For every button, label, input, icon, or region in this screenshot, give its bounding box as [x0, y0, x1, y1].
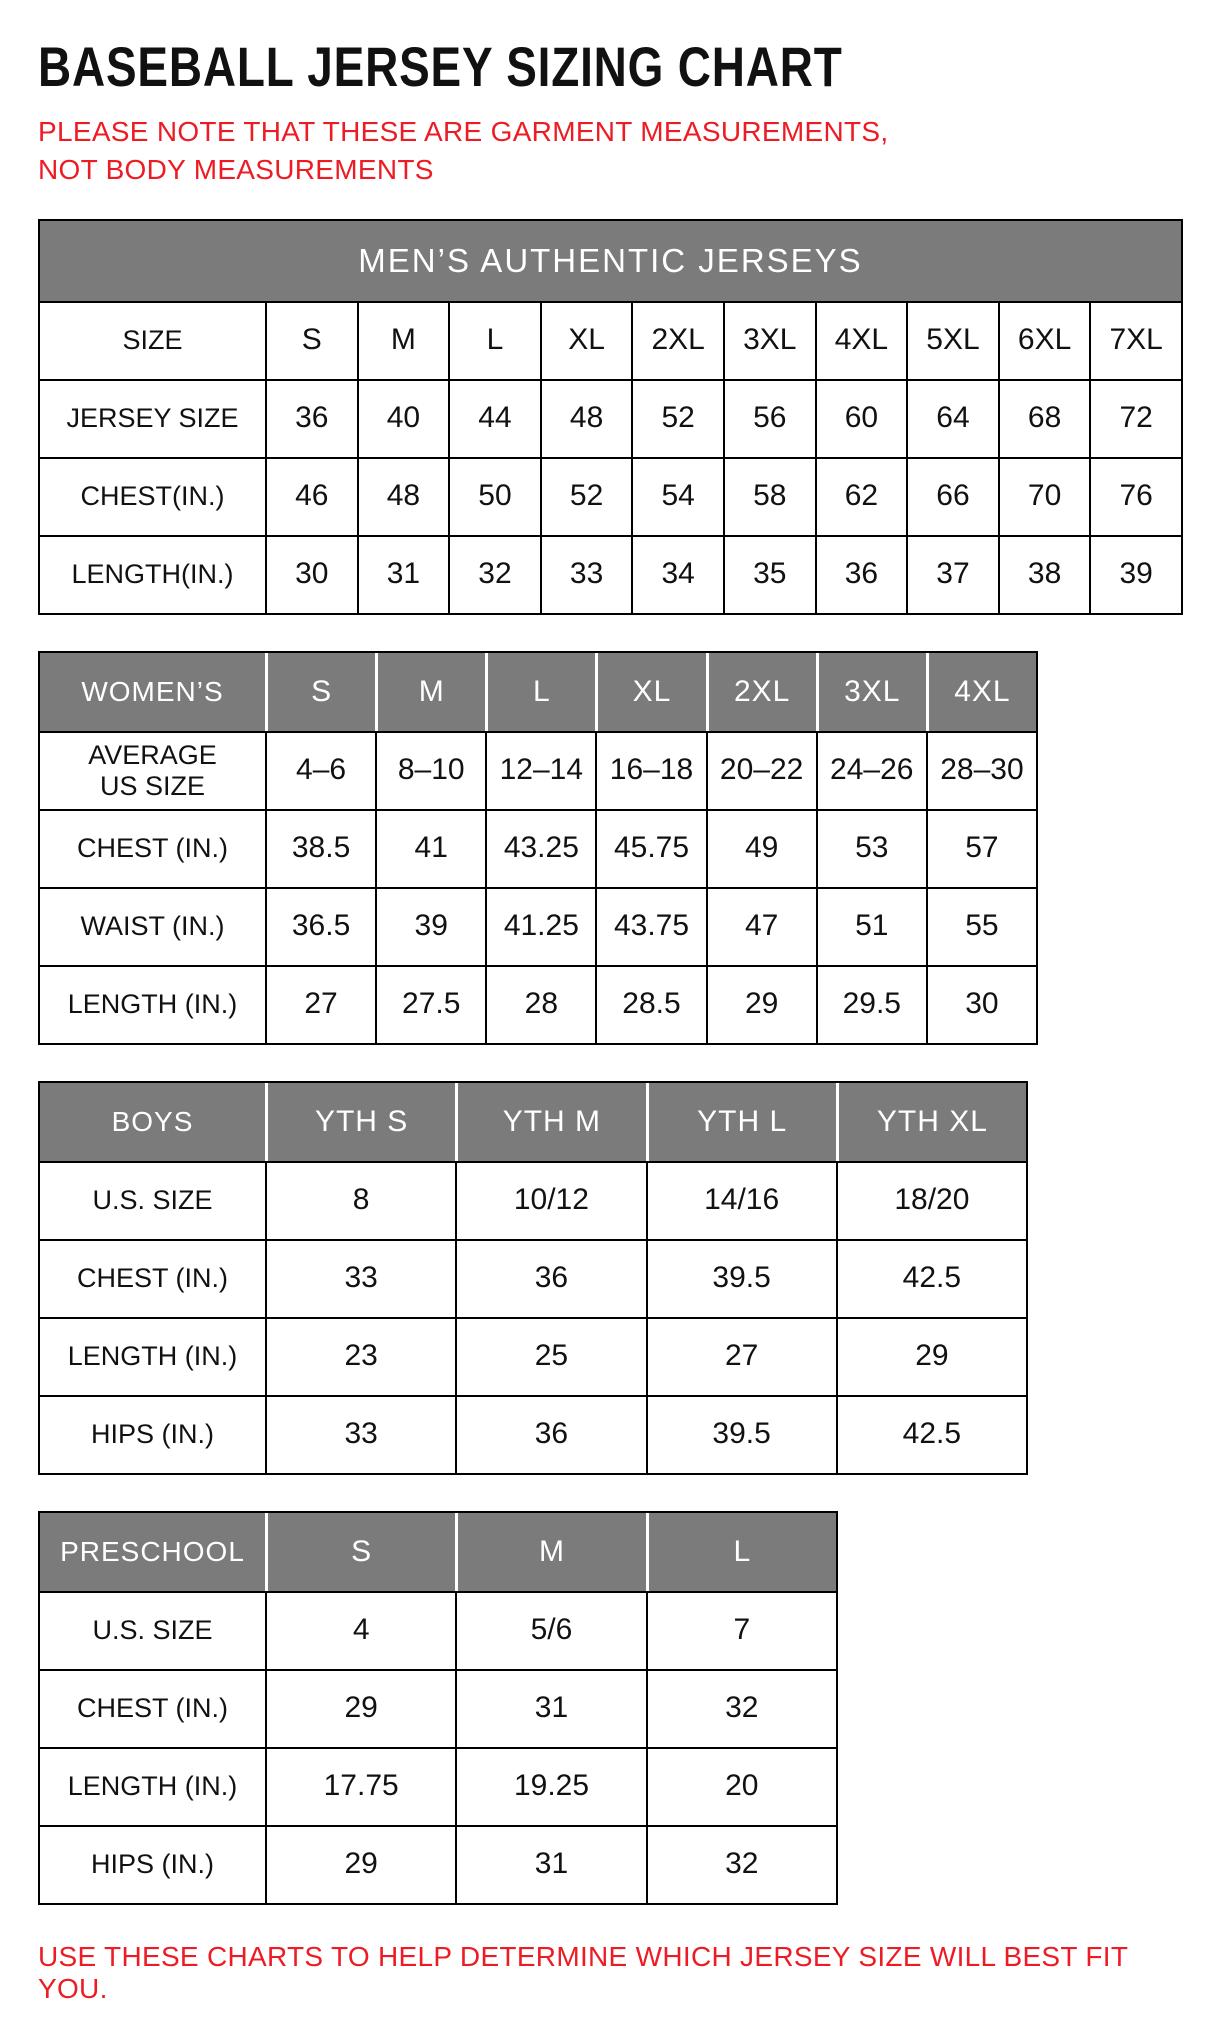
row-label: LENGTH (IN.) [40, 1317, 265, 1395]
value-cell: 6XL [998, 301, 1090, 379]
value-cell: 40 [357, 379, 449, 457]
value-cell: 20 [646, 1747, 836, 1825]
header-cell: YTH L [646, 1083, 836, 1161]
value-cell: 17.75 [265, 1747, 455, 1825]
value-cell: 45.75 [595, 809, 705, 887]
value-cell: 5/6 [455, 1591, 645, 1669]
value-cell: L [448, 301, 540, 379]
value-cell: 39.5 [646, 1395, 836, 1473]
value-cell: 29 [836, 1317, 1026, 1395]
value-cell: 38 [998, 535, 1090, 613]
mens-table-title: MEN’S AUTHENTIC JERSEYS [40, 221, 1181, 301]
value-cell: 18/20 [836, 1161, 1026, 1239]
header-cell: 3XL [816, 653, 926, 731]
womens-sizing-table [38, 651, 1038, 1045]
value-cell: 36 [455, 1239, 645, 1317]
row-label: U.S. SIZE [40, 1591, 265, 1669]
value-cell: 16–18 [595, 731, 705, 809]
value-cell: 50 [448, 457, 540, 535]
row-label: LENGTH(IN.) [40, 535, 265, 613]
row-label: WAIST (IN.) [40, 887, 265, 965]
value-cell: 34 [631, 535, 723, 613]
value-cell: 76 [1089, 457, 1181, 535]
value-cell: 32 [448, 535, 540, 613]
value-cell: 46 [265, 457, 357, 535]
value-cell: 25 [455, 1317, 645, 1395]
row-label: U.S. SIZE [40, 1161, 265, 1239]
row-label: CHEST (IN.) [40, 1669, 265, 1747]
value-cell: 60 [815, 379, 907, 457]
boys-sizing-table [38, 1081, 1028, 1475]
value-cell: 42.5 [836, 1395, 1026, 1473]
value-cell: 42.5 [836, 1239, 1026, 1317]
value-cell: 33 [265, 1395, 455, 1473]
value-cell: 32 [646, 1825, 836, 1903]
value-cell: 66 [906, 457, 998, 535]
row-label: LENGTH (IN.) [40, 965, 265, 1043]
value-cell: 52 [540, 457, 632, 535]
header-cell: L [646, 1513, 836, 1591]
value-cell: 4XL [815, 301, 907, 379]
sizing-chart-page [38, 34, 1182, 2005]
value-cell: 36 [455, 1395, 645, 1473]
value-cell: 39.5 [646, 1239, 836, 1317]
value-cell: 68 [998, 379, 1090, 457]
value-cell: XL [540, 301, 632, 379]
preschool-header-label: PRESCHOOL [40, 1513, 265, 1591]
value-cell: 7XL [1089, 301, 1181, 379]
value-cell: 43.25 [485, 809, 595, 887]
value-cell: 2XL [631, 301, 723, 379]
value-cell: 35 [723, 535, 815, 613]
value-cell: 3XL [723, 301, 815, 379]
value-cell: 4 [265, 1591, 455, 1669]
value-cell: 29 [265, 1669, 455, 1747]
value-cell: 44 [448, 379, 540, 457]
value-cell: 29.5 [816, 965, 926, 1043]
value-cell: 31 [455, 1669, 645, 1747]
value-cell: 27.5 [375, 965, 485, 1043]
row-label: CHEST (IN.) [40, 809, 265, 887]
value-cell: 57 [926, 809, 1036, 887]
page-title: BASEBALL JERSEY SIZING CHART [38, 35, 843, 98]
value-cell: 31 [357, 535, 449, 613]
value-cell: 33 [540, 535, 632, 613]
value-cell: 36 [815, 535, 907, 613]
value-cell: 4–6 [265, 731, 375, 809]
womens-header-label: WOMEN’S [40, 653, 265, 731]
value-cell: 20–22 [706, 731, 816, 809]
value-cell: 28 [485, 965, 595, 1043]
value-cell: 31 [455, 1825, 645, 1903]
value-cell: 30 [265, 535, 357, 613]
value-cell: 27 [265, 965, 375, 1043]
header-cell: M [375, 653, 485, 731]
value-cell: 48 [357, 457, 449, 535]
boys-header-label: BOYS [40, 1083, 265, 1161]
value-cell: 30 [926, 965, 1036, 1043]
value-cell: 8–10 [375, 731, 485, 809]
header-cell: M [455, 1513, 645, 1591]
value-cell: 23 [265, 1317, 455, 1395]
value-cell: 70 [998, 457, 1090, 535]
value-cell: 41 [375, 809, 485, 887]
value-cell: 29 [706, 965, 816, 1043]
row-label: LENGTH (IN.) [40, 1747, 265, 1825]
value-cell: 12–14 [485, 731, 595, 809]
value-cell: 7 [646, 1591, 836, 1669]
value-cell: 55 [926, 887, 1036, 965]
header-cell: YTH M [455, 1083, 645, 1161]
row-label: AVERAGE US SIZE [40, 731, 265, 809]
value-cell: 72 [1089, 379, 1181, 457]
value-cell: 54 [631, 457, 723, 535]
value-cell: 56 [723, 379, 815, 457]
mens-authentic-jerseys-table [38, 219, 1183, 615]
value-cell: 41.25 [485, 887, 595, 965]
row-label: CHEST (IN.) [40, 1239, 265, 1317]
value-cell: 62 [815, 457, 907, 535]
value-cell: 39 [1089, 535, 1181, 613]
header-cell: S [265, 653, 375, 731]
value-cell: 64 [906, 379, 998, 457]
value-cell: 43.75 [595, 887, 705, 965]
value-cell: 52 [631, 379, 723, 457]
garment-measurements-note: PLEASE NOTE THAT THESE ARE GARMENT MEASUREMENTS, NOT BODY MEASUREMENTS [38, 116, 889, 185]
row-label: JERSEY SIZE [40, 379, 265, 457]
value-cell: 28.5 [595, 965, 705, 1043]
header-cell: 4XL [926, 653, 1036, 731]
header-cell: S [265, 1513, 455, 1591]
header-cell: L [485, 653, 595, 731]
value-cell: 38.5 [265, 809, 375, 887]
value-cell: 58 [723, 457, 815, 535]
value-cell: 48 [540, 379, 632, 457]
value-cell: 33 [265, 1239, 455, 1317]
row-label: SIZE [40, 301, 265, 379]
value-cell: 47 [706, 887, 816, 965]
value-cell: 49 [706, 809, 816, 887]
header-cell: YTH XL [836, 1083, 1026, 1161]
value-cell: 8 [265, 1161, 455, 1239]
value-cell: 5XL [906, 301, 998, 379]
row-label: HIPS (IN.) [40, 1825, 265, 1903]
value-cell: 36 [265, 379, 357, 457]
value-cell: 14/16 [646, 1161, 836, 1239]
value-cell: 19.25 [455, 1747, 645, 1825]
best-fit-footer-note: USE THESE CHARTS TO HELP DETERMINE WHICH JERSEY SIZE WILL BEST FIT YOU. [38, 1940, 1128, 2004]
value-cell: 10/12 [455, 1161, 645, 1239]
value-cell: 51 [816, 887, 926, 965]
value-cell: 39 [375, 887, 485, 965]
value-cell: 53 [816, 809, 926, 887]
value-cell: 28–30 [926, 731, 1036, 809]
header-cell: 2XL [706, 653, 816, 731]
value-cell: 36.5 [265, 887, 375, 965]
value-cell: 29 [265, 1825, 455, 1903]
row-label: CHEST(IN.) [40, 457, 265, 535]
value-cell: 27 [646, 1317, 836, 1395]
header-cell: XL [595, 653, 705, 731]
row-label: HIPS (IN.) [40, 1395, 265, 1473]
value-cell: M [357, 301, 449, 379]
value-cell: S [265, 301, 357, 379]
value-cell: 24–26 [816, 731, 926, 809]
value-cell: 32 [646, 1669, 836, 1747]
header-cell: YTH S [265, 1083, 455, 1161]
preschool-sizing-table [38, 1511, 838, 1905]
value-cell: 37 [906, 535, 998, 613]
